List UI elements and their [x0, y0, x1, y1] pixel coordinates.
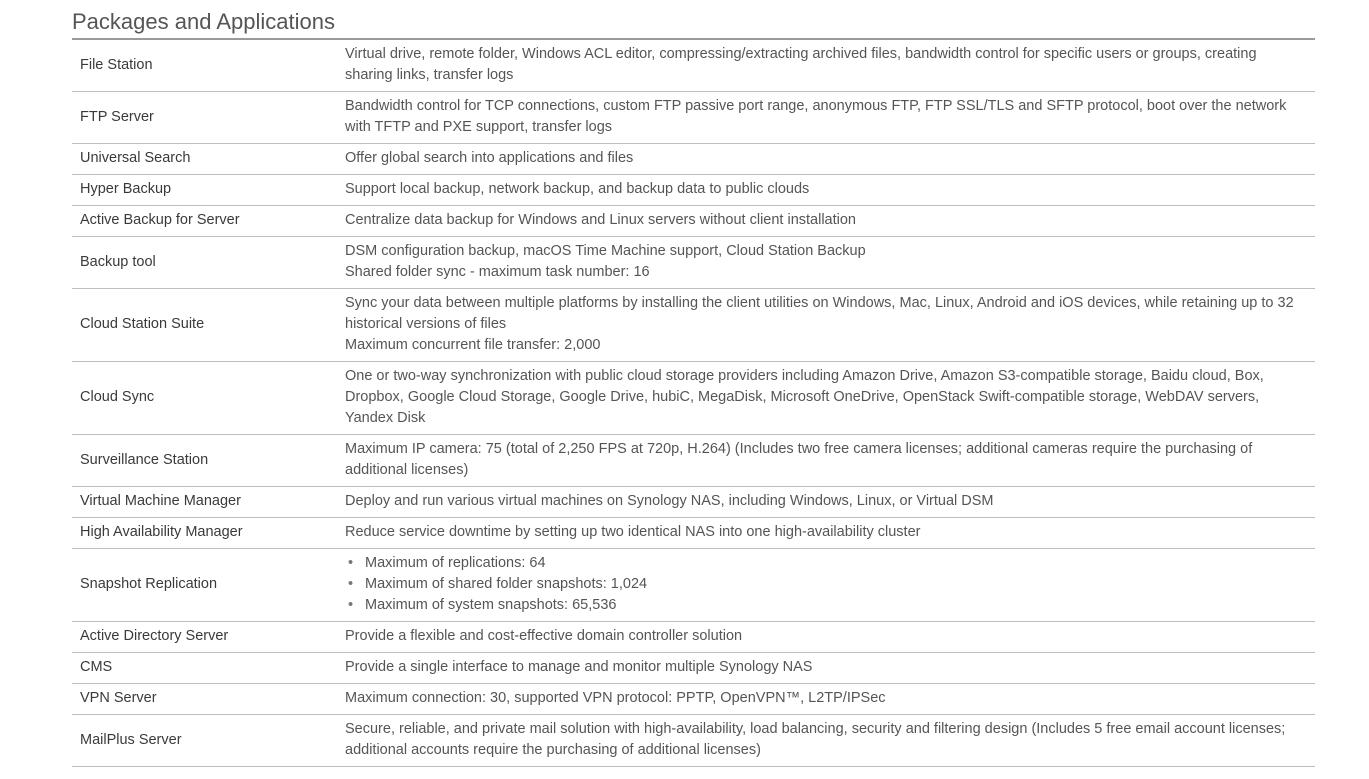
bullet-dot-icon: • [348, 576, 354, 592]
description-line: Offer global search into applications and files [345, 150, 634, 166]
table-row [72, 435, 1315, 487]
package-name: Universal Search [72, 144, 345, 175]
table-row [72, 622, 1315, 653]
table-row [72, 653, 1315, 684]
table-row [72, 144, 1315, 175]
package-name: Active Directory Server [72, 622, 345, 653]
table-row [72, 175, 1315, 206]
table-row [72, 487, 1315, 518]
package-description [345, 435, 1315, 487]
description-line: Maximum IP camera: 75 (total of 2,250 FPS at 720p, H.264) (Includes two free camera licenses; additional cameras require the purchasing of additional licenses) [345, 441, 1253, 478]
package-description [345, 362, 1315, 435]
bullet-text: Maximum of shared folder snapshots: 1,024 [365, 576, 648, 592]
description-line: Maximum connection: 30, supported VPN protocol: PPTP, OpenVPN™, L2TP/IPSec [345, 690, 886, 706]
bullet-dot-icon: • [348, 555, 354, 571]
package-name: Active Backup for Server [72, 206, 345, 237]
package-description [345, 237, 1315, 289]
package-name: VPN Server [72, 684, 345, 715]
package-description [345, 175, 1315, 206]
package-name: File Station [72, 40, 345, 92]
spec-table-body [72, 40, 1315, 767]
table-row [72, 237, 1315, 289]
package-description [345, 92, 1315, 144]
package-description [345, 622, 1315, 653]
bullet-item [345, 595, 1305, 616]
table-row [72, 289, 1315, 362]
package-name: Cloud Station Suite [72, 289, 345, 362]
table-row [72, 549, 1315, 622]
package-description [345, 206, 1315, 237]
package-name: Snapshot Replication [72, 549, 345, 622]
package-name: Surveillance Station [72, 435, 345, 487]
description-line: Centralize data backup for Windows and Linux servers without client installation [345, 212, 856, 228]
section-title: Packages and Applications [72, 8, 1315, 40]
description-line: Maximum concurrent file transfer: 2,000 [345, 337, 601, 353]
description-line: Shared folder sync - maximum task number: 16 [345, 264, 650, 280]
package-description [345, 487, 1315, 518]
description-line: Sync your data between multiple platforms by installing the client utilities on Windows, Mac, Linux, Android and iOS devices, while retaining up to 32 historical versions of files [345, 295, 1294, 332]
bullet-list [345, 553, 1305, 616]
description-line: Provide a flexible and cost-effective domain controller solution [345, 628, 743, 644]
package-name: Virtual Machine Manager [72, 487, 345, 518]
description-line: Secure, reliable, and private mail solution with high-availability, load balancing, security and filtering design (Includes 5 free email account licenses; additional accounts require the purchasing of additional licenses) [345, 721, 1286, 758]
package-name: Hyper Backup [72, 175, 345, 206]
package-description [345, 144, 1315, 175]
description-line: Virtual drive, remote folder, Windows ACL editor, compressing/extracting archived files, bandwidth control for specific users or groups, creating sharing links, transfer logs [345, 46, 1257, 83]
table-row [72, 206, 1315, 237]
bullet-text: Maximum of replications: 64 [365, 555, 546, 571]
package-description [345, 289, 1315, 362]
bullet-dot-icon: • [348, 597, 354, 613]
package-description [345, 549, 1315, 622]
description-line: DSM configuration backup, macOS Time Machine support, Cloud Station Backup [345, 243, 866, 259]
package-description [345, 40, 1315, 92]
bullet-item [345, 574, 1305, 595]
table-row [72, 715, 1315, 767]
packages-section [72, 8, 1315, 767]
description-line: Deploy and run various virtual machines on Synology NAS, including Windows, Linux, or Virtual DSM [345, 493, 994, 509]
package-description [345, 715, 1315, 767]
table-row [72, 40, 1315, 92]
package-description [345, 653, 1315, 684]
description-line: Support local backup, network backup, and backup data to public clouds [345, 181, 810, 197]
table-row [72, 684, 1315, 715]
description-line: Provide a single interface to manage and monitor multiple Synology NAS [345, 659, 813, 675]
package-name: High Availability Manager [72, 518, 345, 549]
package-name: CMS [72, 653, 345, 684]
package-name: Cloud Sync [72, 362, 345, 435]
table-row [72, 92, 1315, 144]
description-line: One or two-way synchronization with public cloud storage providers including Amazon Drive, Amazon S3-compatible storage, Baidu cloud, Box, Dropbox, Google Cloud Storage, Google Drive, hubiC, MegaDisk, Microsoft OneDrive, OpenStack Swift-compatible storage, WebDAV servers, Yandex Disk [345, 368, 1264, 426]
bullet-item [345, 553, 1305, 574]
package-name: MailPlus Server [72, 715, 345, 767]
package-name: Backup tool [72, 237, 345, 289]
package-description [345, 518, 1315, 549]
description-line: Bandwidth control for TCP connections, custom FTP passive port range, anonymous FTP, FTP SSL/TLS and SFTP protocol, boot over the network with TFTP and PXE support, transfer logs [345, 98, 1287, 135]
bullet-text: Maximum of system snapshots: 65,536 [365, 597, 617, 613]
spec-table [72, 40, 1315, 767]
package-description [345, 684, 1315, 715]
description-line: Reduce service downtime by setting up two identical NAS into one high-availability cluster [345, 524, 921, 540]
table-row [72, 362, 1315, 435]
table-row [72, 518, 1315, 549]
package-name: FTP Server [72, 92, 345, 144]
